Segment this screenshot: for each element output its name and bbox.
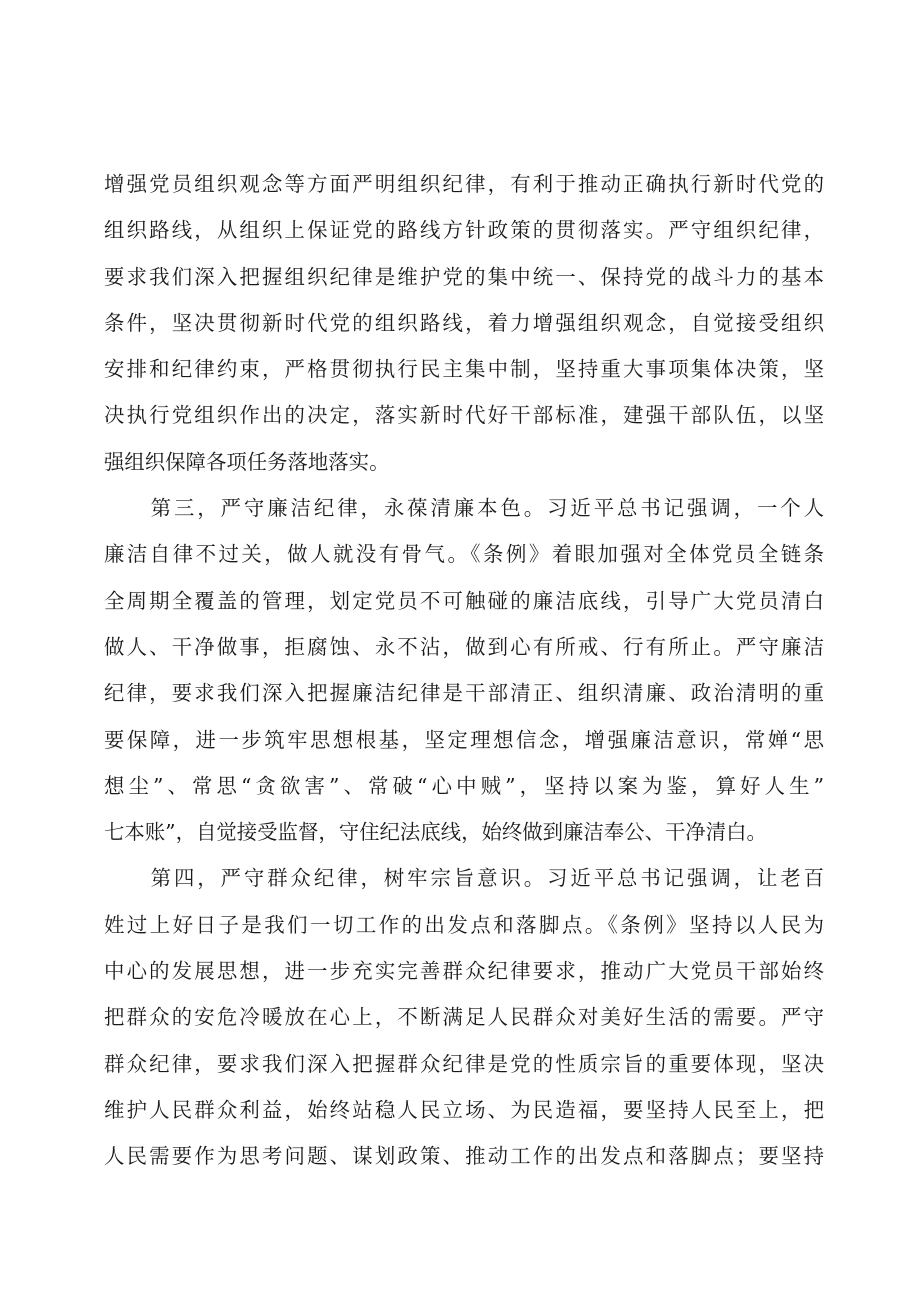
- text-line: 人民需要作为思考问题、谋划政策、推动工作的出发点和落脚点；要坚持: [104, 1144, 824, 1169]
- text-line: 组织路线，从组织上保证党的路线方针政策的贯彻落实。严守组织纪律，: [104, 218, 824, 243]
- text-line: 做人、干净做事，拒腐蚀、永不沾，做到心有所戒、行有所止。严守廉洁: [104, 634, 824, 659]
- paragraph-mass-discipline: [104, 855, 824, 1179]
- text-line: 条件，坚决贯彻新时代党的组织路线，着力增强组织观念，自觉接受组织: [104, 310, 824, 335]
- text-line: 姓过上好日子是我们一切工作的出发点和落脚点。《条例》坚持以人民为: [104, 912, 824, 937]
- text-line: 把群众的安危冷暖放在心上，不断满足人民群众对美好生活的需要。严守: [104, 1005, 824, 1030]
- text-line: 全周期全覆盖的管理，划定党员不可触碰的廉洁底线，引导广大党员清白: [104, 588, 824, 613]
- text-line: 第三，严守廉洁纪律，永葆清廉本色。习近平总书记强调，一个人: [104, 496, 824, 521]
- text-line: 廉洁自律不过关，做人就没有骨气。《条例》着眼加强对全体党员全链条: [104, 542, 824, 567]
- paragraph-integrity-discipline: [104, 485, 824, 855]
- text-line: 安排和纪律约束，严格贯彻执行民主集中制，坚持重大事项集体决策，坚: [104, 357, 824, 382]
- text-line: 要求我们深入把握组织纪律是维护党的集中统一、保持党的战斗力的基本: [104, 264, 824, 289]
- text-line: 纪律，要求我们深入把握廉洁纪律是干部清正、组织清廉、政治清明的重: [104, 681, 824, 706]
- text-line: 七本账”，自觉接受监督，守住纪法底线，始终做到廉洁奉公、干净清白。: [104, 820, 767, 845]
- text-line: 决执行党组织作出的决定，落实新时代好干部标准，建强干部队伍，以坚: [104, 403, 824, 428]
- paragraph-organization-discipline: [104, 161, 824, 485]
- text-line: 增强党员组织观念等方面严明组织纪律，有利于推动正确执行新时代党的: [104, 172, 824, 196]
- text-line: 想尘”、常思“贪欲害”、常破“心中贼”，坚持以案为鉴，算好人生”: [104, 773, 824, 798]
- text-line: 要保障，进一步筑牢思想根基，坚定理想信念，增强廉洁意识，常婵“思: [104, 727, 824, 752]
- text-line: 中心的发展思想，进一步充实完善群众纪律要求，推动广大党员干部始终: [104, 959, 824, 984]
- text-line: 第四，严守群众纪律，树牢宗旨意识。习近平总书记强调，让老百: [104, 866, 824, 891]
- document-body: [104, 161, 824, 1180]
- text-line: 维护人民群众利益，始终站稳人民立场、为民造福，要坚持人民至上，把: [104, 1097, 824, 1122]
- text-line: 群众纪律，要求我们深入把握群众纪律是党的性质宗旨的重要体现，坚决: [104, 1051, 824, 1076]
- text-line: 强组织保障各项任务落地落实。: [104, 449, 390, 474]
